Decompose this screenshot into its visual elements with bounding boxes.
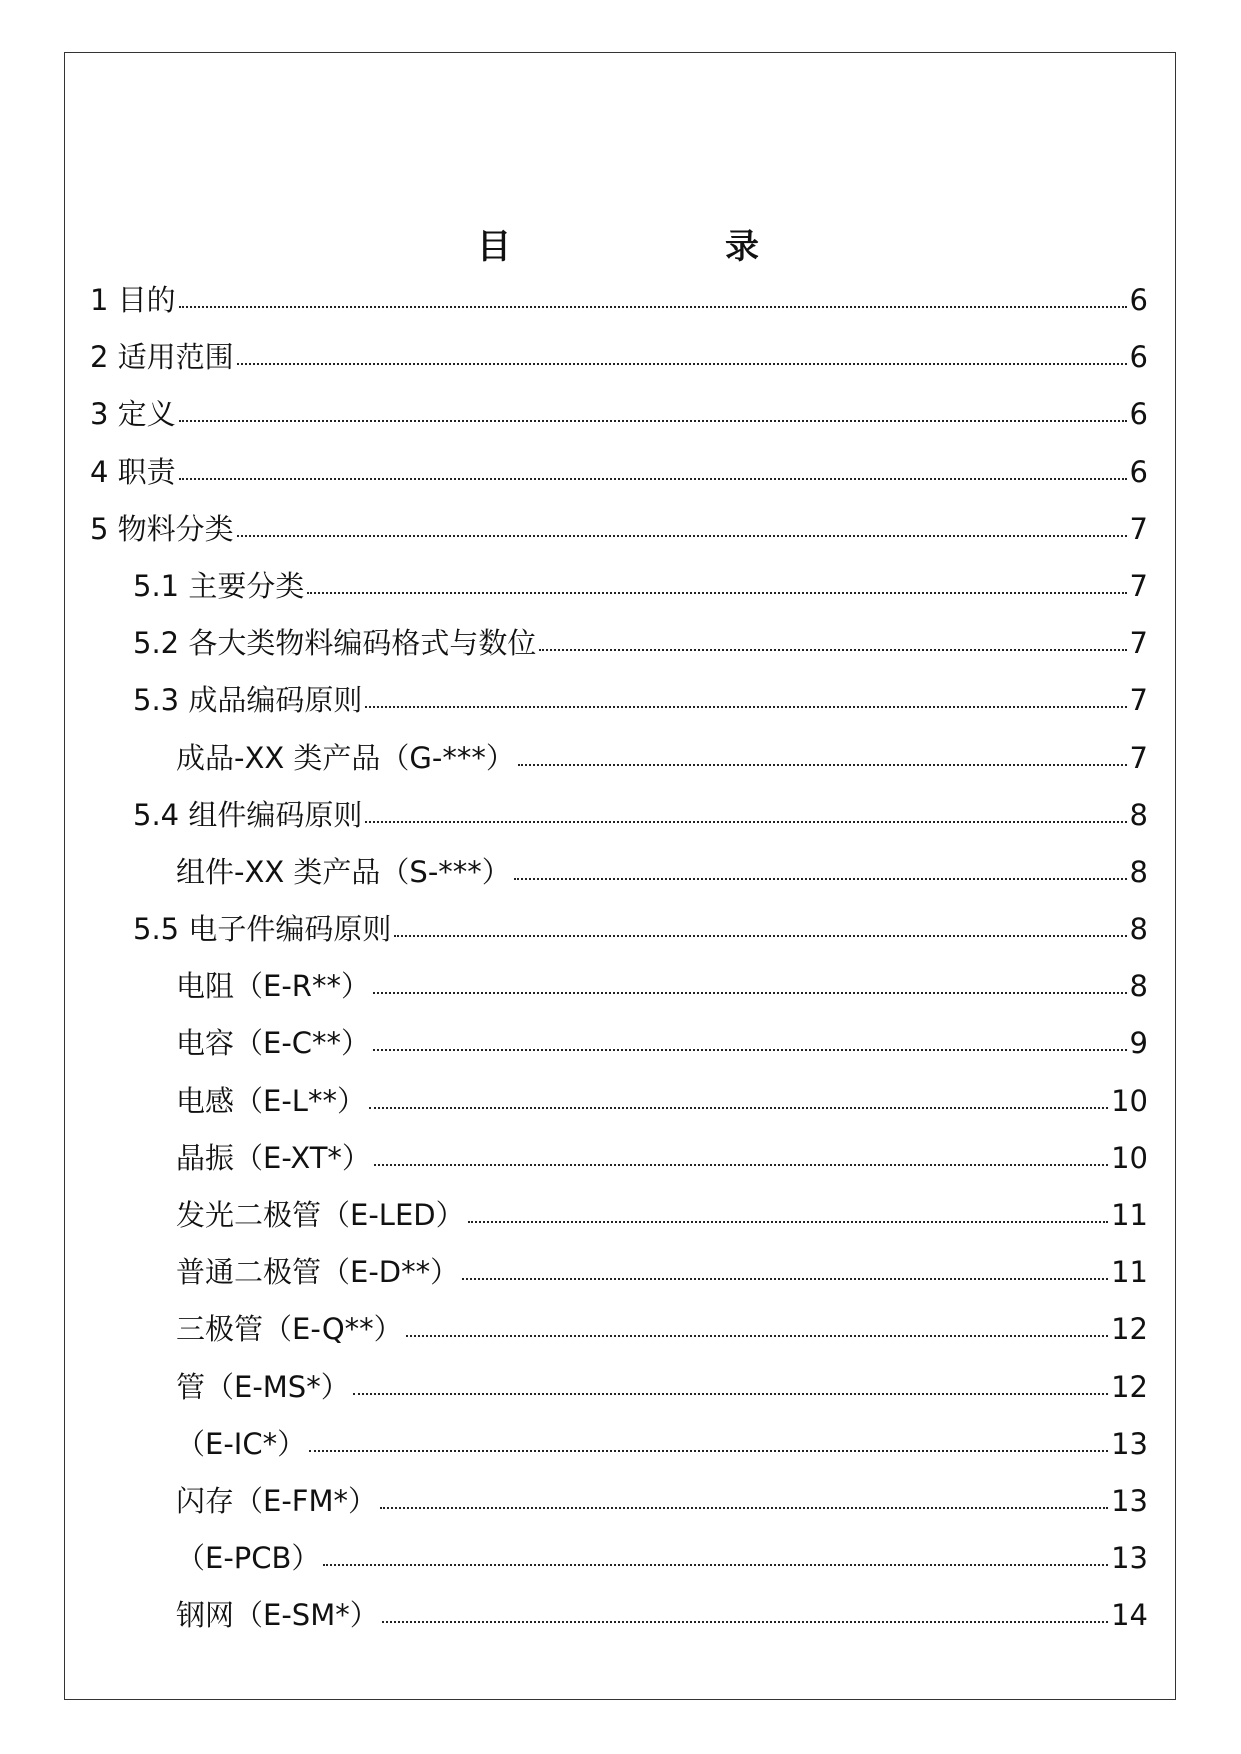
toc-entry-page: 6 [1129, 397, 1148, 432]
toc-entry-page: 12 [1111, 1312, 1148, 1347]
toc-entry[interactable] [90, 1301, 1148, 1358]
toc-entry-page: 12 [1111, 1369, 1148, 1404]
toc-dot-leader [539, 649, 1126, 651]
toc-entry-label: 5.1 主要分类 [133, 568, 305, 603]
toc-entry-page: 6 [1129, 283, 1148, 317]
toc-entry-page: 8 [1129, 912, 1148, 947]
toc-dot-leader [369, 1107, 1108, 1109]
toc-entry-page: 10 [1111, 1140, 1148, 1175]
toc-dot-leader [309, 1450, 1108, 1452]
toc-dot-leader [179, 478, 1127, 480]
toc-entry[interactable] [90, 501, 1148, 558]
toc-entry[interactable] [90, 558, 1148, 615]
toc-dot-leader [514, 878, 1127, 880]
toc-entry[interactable] [90, 1473, 1148, 1530]
toc-entry-label: 5.3 成品编码原则 [133, 683, 363, 718]
toc-dot-leader [380, 1507, 1108, 1509]
toc-entry-page: 13 [1111, 1483, 1148, 1518]
toc-dot-leader [382, 1621, 1108, 1623]
toc-dot-leader [373, 992, 1127, 994]
toc-entry-page: 8 [1129, 969, 1148, 1004]
toc-entry[interactable] [90, 901, 1148, 958]
toc-entry-label: 5.5 电子件编码原则 [133, 912, 392, 947]
toc-entry-label: 成品-XX 类产品（G-***） [176, 740, 515, 775]
toc-entry[interactable] [90, 672, 1148, 729]
toc-dot-leader [179, 420, 1127, 422]
toc-entry-label: 2 适用范围 [90, 340, 234, 375]
toc-dot-leader [365, 706, 1126, 708]
toc-dot-leader [462, 1278, 1108, 1280]
toc-list [90, 272, 1148, 1645]
toc-entry[interactable] [90, 844, 1148, 901]
toc-entry[interactable] [90, 272, 1148, 329]
toc-entry-label: 电感（E-L**） [176, 1083, 366, 1118]
toc-entry[interactable] [90, 329, 1148, 386]
toc-entry-label: 3 定义 [90, 397, 176, 432]
toc-entry[interactable] [90, 1530, 1148, 1587]
toc-dot-leader [237, 363, 1127, 365]
toc-entry[interactable] [90, 1187, 1148, 1244]
toc-entry-label: 发光二极管（E-LED） [176, 1198, 465, 1232]
toc-entry-page: 14 [1111, 1598, 1148, 1633]
toc-dot-leader [373, 1049, 1127, 1051]
toc-title [64, 222, 1176, 272]
toc-entry[interactable] [90, 1015, 1148, 1072]
toc-dot-leader [323, 1564, 1108, 1566]
toc-entry-label: （E-IC*） [176, 1426, 307, 1461]
toc-entry-page: 7 [1129, 626, 1148, 661]
toc-entry-page: 6 [1129, 340, 1148, 375]
toc-entry-label: 5.2 各大类物料编码格式与数位 [133, 626, 537, 661]
toc-entry[interactable] [90, 787, 1148, 844]
toc-entry-page: 8 [1129, 854, 1148, 889]
toc-entry-page: 11 [1111, 1198, 1148, 1232]
toc-dot-leader [237, 535, 1127, 537]
toc-entry[interactable] [90, 1587, 1148, 1644]
toc-entry[interactable] [90, 1359, 1148, 1416]
toc-entry-page: 11 [1111, 1255, 1148, 1290]
toc-entry-page: 9 [1129, 1026, 1148, 1061]
toc-entry[interactable] [90, 1416, 1148, 1473]
toc-entry[interactable] [90, 1130, 1148, 1187]
toc-entry-page: 7 [1129, 511, 1148, 546]
toc-entry-label: 1 目的 [90, 283, 176, 317]
toc-dot-leader [394, 935, 1126, 937]
toc-entry-page: 6 [1129, 454, 1148, 489]
toc-dot-leader [406, 1335, 1108, 1337]
toc-entry-page: 7 [1129, 740, 1148, 775]
toc-title-part1: 目 [477, 227, 511, 267]
toc-entry-label: 钢网（E-SM*） [176, 1598, 379, 1633]
toc-dot-leader [365, 821, 1126, 823]
toc-entry[interactable] [90, 386, 1148, 443]
toc-entry[interactable] [90, 444, 1148, 501]
toc-entry-page: 13 [1111, 1426, 1148, 1461]
toc-dot-leader [374, 1164, 1108, 1166]
toc-dot-leader [518, 764, 1127, 766]
toc-entry-label: 电容（E-C**） [176, 1026, 371, 1061]
toc-entry-label: 闪存（E-FM*） [176, 1483, 377, 1518]
toc-dot-leader [179, 306, 1127, 308]
toc-entry-label: 电阻（E-R**） [176, 969, 370, 1004]
toc-entry[interactable] [90, 1073, 1148, 1130]
toc-entry-page: 13 [1111, 1541, 1148, 1576]
toc-dot-leader [353, 1393, 1108, 1395]
toc-entry[interactable] [90, 615, 1148, 672]
toc-dot-leader [307, 592, 1126, 594]
toc-entry[interactable] [90, 730, 1148, 787]
toc-entry-label: （E-PCB） [176, 1541, 321, 1576]
toc-entry-label: 管（E-MS*） [176, 1369, 350, 1404]
toc-entry-page: 7 [1129, 568, 1148, 603]
toc-entry-page: 10 [1111, 1083, 1148, 1118]
toc-entry-label: 普通二极管（E-D**） [176, 1255, 460, 1290]
toc-entry-page: 8 [1129, 797, 1148, 832]
toc-entry-page: 7 [1129, 683, 1148, 718]
toc-entry[interactable] [90, 1244, 1148, 1301]
toc-entry-label: 5 物料分类 [90, 511, 234, 546]
toc-entry-label: 5.4 组件编码原则 [133, 797, 363, 832]
toc-title-part2: 录 [725, 227, 759, 267]
toc-entry-label: 晶振（E-XT*） [176, 1140, 371, 1175]
toc-dot-leader [468, 1221, 1108, 1223]
toc-entry[interactable] [90, 958, 1148, 1015]
toc-entry-label: 三极管（E-Q**） [176, 1312, 403, 1347]
toc-entry-label: 组件-XX 类产品（S-***） [176, 854, 511, 889]
toc-entry-label: 4 职责 [90, 454, 176, 489]
